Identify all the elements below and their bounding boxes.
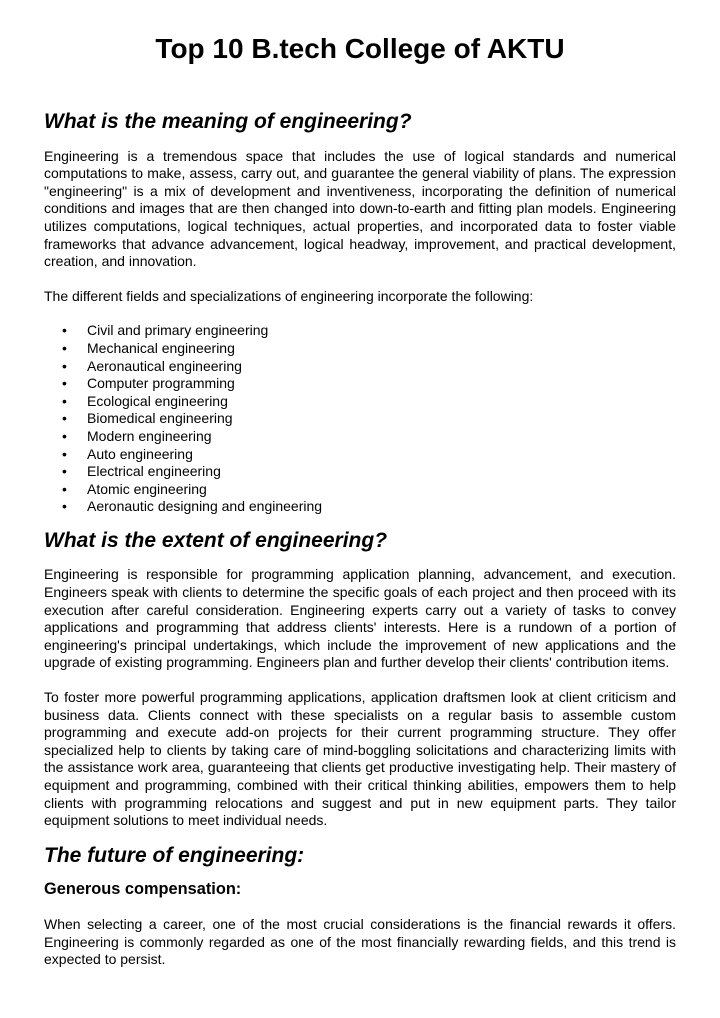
list-item	[44, 393, 676, 411]
list-item	[44, 340, 676, 358]
bullet-icon: •	[62, 480, 67, 497]
future-heading: The future of engineering:	[44, 843, 305, 867]
list-item-label: Biomedical engineering	[87, 410, 233, 427]
page-title: Top 10 B.tech College of AKTU	[155, 33, 565, 64]
bullet-icon: •	[62, 410, 67, 427]
extent-paragraph-2: To foster more powerful programming applications, application draftsmen look at client criticism and business data. Clients connect with these specialists on a regular basis to assemble custom programming and execute add-on projects for their current programming structure. They offer specialized help to clients by taking care of mind-boggling solicitations and characterizing limits with the assistance work area, guaranteeing that clients get productive investigating help. Their mastery of equipment and programming, combined with their critical thinking abilities, empowers them to help clients with programming relocations and suggest and put in new equipment parts. They tailor equipment solutions to meet individual needs.	[44, 689, 676, 829]
meaning-paragraph: Engineering is a tremendous space that includes the use of logical standards and numerical computations to make, assess, carry out, and guarantee the general viability of plans. The expression "engineering" is a mix of development and inventiveness, incorporating the definition of numerical conditions and images that are then changed into down-to-earth and fitting plan models. Engineering utilizes computations, logical techniques, actual properties, and incorporated data to foster viable frameworks that advance advancement, logical headway, improvement, and practical development, creation, and innovation.	[44, 147, 676, 270]
list-item-label: Computer programming	[87, 375, 235, 392]
list-item-label: Auto engineering	[87, 445, 193, 462]
extent-heading: What is the extent of engineering?	[44, 528, 388, 552]
extent-paragraph-1: Engineering is responsible for programming application planning, advancement, and execution. Engineers speak with clients to determine the specific goals of each project and then proceed with its execution after careful consideration. Engineering experts carry out a variety of tasks to convey applications and programming that address clients' interests. Here is a rundown of a portion of engineering's principal undertakings, which include the improvement of new applications and the upgrade of existing programming. Engineers plan and further develop their clients' contribution items.	[44, 566, 676, 671]
bullet-icon: •	[62, 322, 67, 339]
document-page	[44, 33, 676, 969]
engineering-fields-list	[44, 322, 676, 516]
bullet-icon: •	[62, 445, 67, 462]
list-item-label: Electrical engineering	[87, 463, 221, 480]
list-item	[44, 322, 676, 340]
list-item	[44, 463, 676, 481]
bullet-icon: •	[62, 427, 67, 444]
list-item-label: Civil and primary engineering	[87, 322, 269, 339]
list-item	[44, 446, 676, 464]
list-item	[44, 498, 676, 516]
list-item-label: Modern engineering	[87, 427, 212, 444]
list-item-label: Atomic engineering	[87, 480, 207, 497]
list-item	[44, 410, 676, 428]
list-item-label: Aeronautic designing and engineering	[87, 498, 323, 515]
fields-intro: The different fields and specializations of engineering incorporate the following:	[44, 287, 534, 304]
bullet-icon: •	[62, 498, 67, 515]
meaning-heading: What is the meaning of engineering?	[44, 110, 412, 133]
bullet-icon: •	[62, 463, 67, 480]
bullet-icon: •	[62, 339, 67, 356]
bullet-icon: •	[62, 392, 67, 409]
list-item	[44, 375, 676, 393]
bullet-icon: •	[62, 375, 67, 392]
list-item-label: Aeronautical engineering	[87, 357, 242, 374]
compensation-paragraph: When selecting a career, one of the most crucial considerations is the financial rewards it offers. Engineering is commonly regarded as one of the most financially rewarding fields, and this trend is expected to persist.	[44, 915, 676, 968]
list-item	[44, 358, 676, 376]
list-item-label: Mechanical engineering	[87, 339, 235, 356]
list-item	[44, 428, 676, 446]
list-item-label: Ecological engineering	[87, 392, 228, 409]
compensation-subheading: Generous compensation:	[44, 880, 242, 899]
bullet-icon: •	[62, 357, 67, 374]
list-item	[44, 481, 676, 499]
